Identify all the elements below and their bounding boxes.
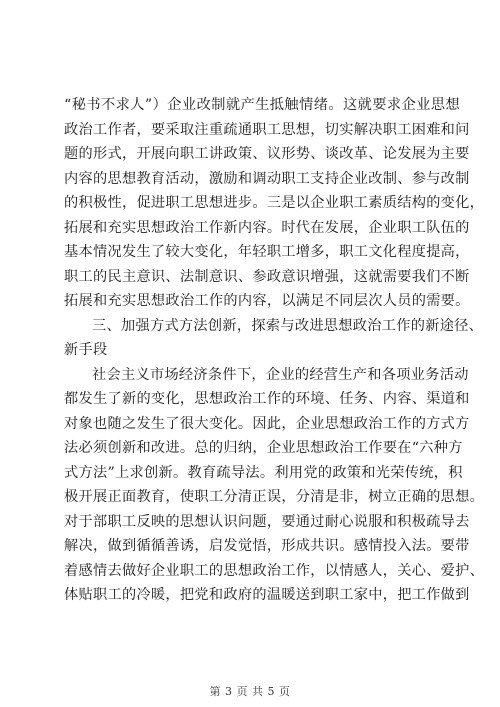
text-line: 法必须创新和改进。总的归纳，企业思想政治工作要在“六种方 bbox=[64, 440, 463, 456]
text-line: 内容的思想教育活动，激励和调动职工支持企业改制、参与改制 bbox=[64, 170, 470, 187]
text-line: 拓展和充实思想政治工作新内容。时代在发展，企业职工队伍的 bbox=[64, 219, 470, 236]
text-line: 基本情况发生了较大变化，年轻职工增多，职工文化程度提高， bbox=[64, 244, 470, 260]
text-line: 拓展和充实思想政治工作的内容，以满足不同层次人员的需要。 bbox=[64, 293, 470, 309]
page-footer: 第 3 页 共 5 页 bbox=[209, 685, 291, 698]
text-line: 职工的民主意识、法制意识、参政意识增强，这就需要我们不断 bbox=[64, 268, 470, 285]
text-line: 对于部职工反映的思想认识问题，要通过耐心说服和积极疏导去 bbox=[64, 513, 470, 530]
text-line: 体贴职工的冷暖，把党和政府的温暖送到职工家中，把工作做到 bbox=[64, 587, 470, 603]
document-body bbox=[64, 93, 485, 608]
text-line: 式方法”上求创新。教育疏导法。利用党的政策和光荣传统，积 bbox=[64, 464, 463, 481]
text-line: 对象也随之发生了很大变化。因此，企业思想政治工作的方式方 bbox=[64, 415, 470, 432]
text-line: 新手段 bbox=[64, 342, 108, 358]
text-line: 题的形式，开展向职工讲政策、议形势、谈改革、论发展为主要 bbox=[64, 146, 470, 162]
text-line: 解决，做到循循善诱，启发觉悟，形成共识。感情投入法。要带 bbox=[64, 538, 470, 554]
text-line: 政治工作者，要采取注重疏通职工思想，切实解决职工困难和问 bbox=[64, 121, 470, 138]
text-line: 极开展正面教育，使职工分清正误，分清是非，树立正确的思想。 bbox=[64, 489, 485, 505]
text-line: 着感情去做好企业职工的思想政治工作，以情感人，关心、爱护、 bbox=[64, 562, 485, 579]
text-line: 社会主义市场经济条件下，企业的经营生产和各项业务活动 bbox=[92, 366, 469, 383]
text-line: 都发生了新的变化，思想政治工作的环境、任务、内容、渠道和 bbox=[64, 391, 470, 407]
text-line: 三、加强方式方法创新，探索与改进思想政治工作的新途径、 bbox=[92, 317, 484, 334]
text-line: “秘书不求人”）企业改制就产生抵触情绪。这就要求企业思想 bbox=[64, 97, 460, 113]
text-line: 的积极性，促进职工思想进步。三是以企业职工素质结构的变化， bbox=[64, 195, 485, 211]
